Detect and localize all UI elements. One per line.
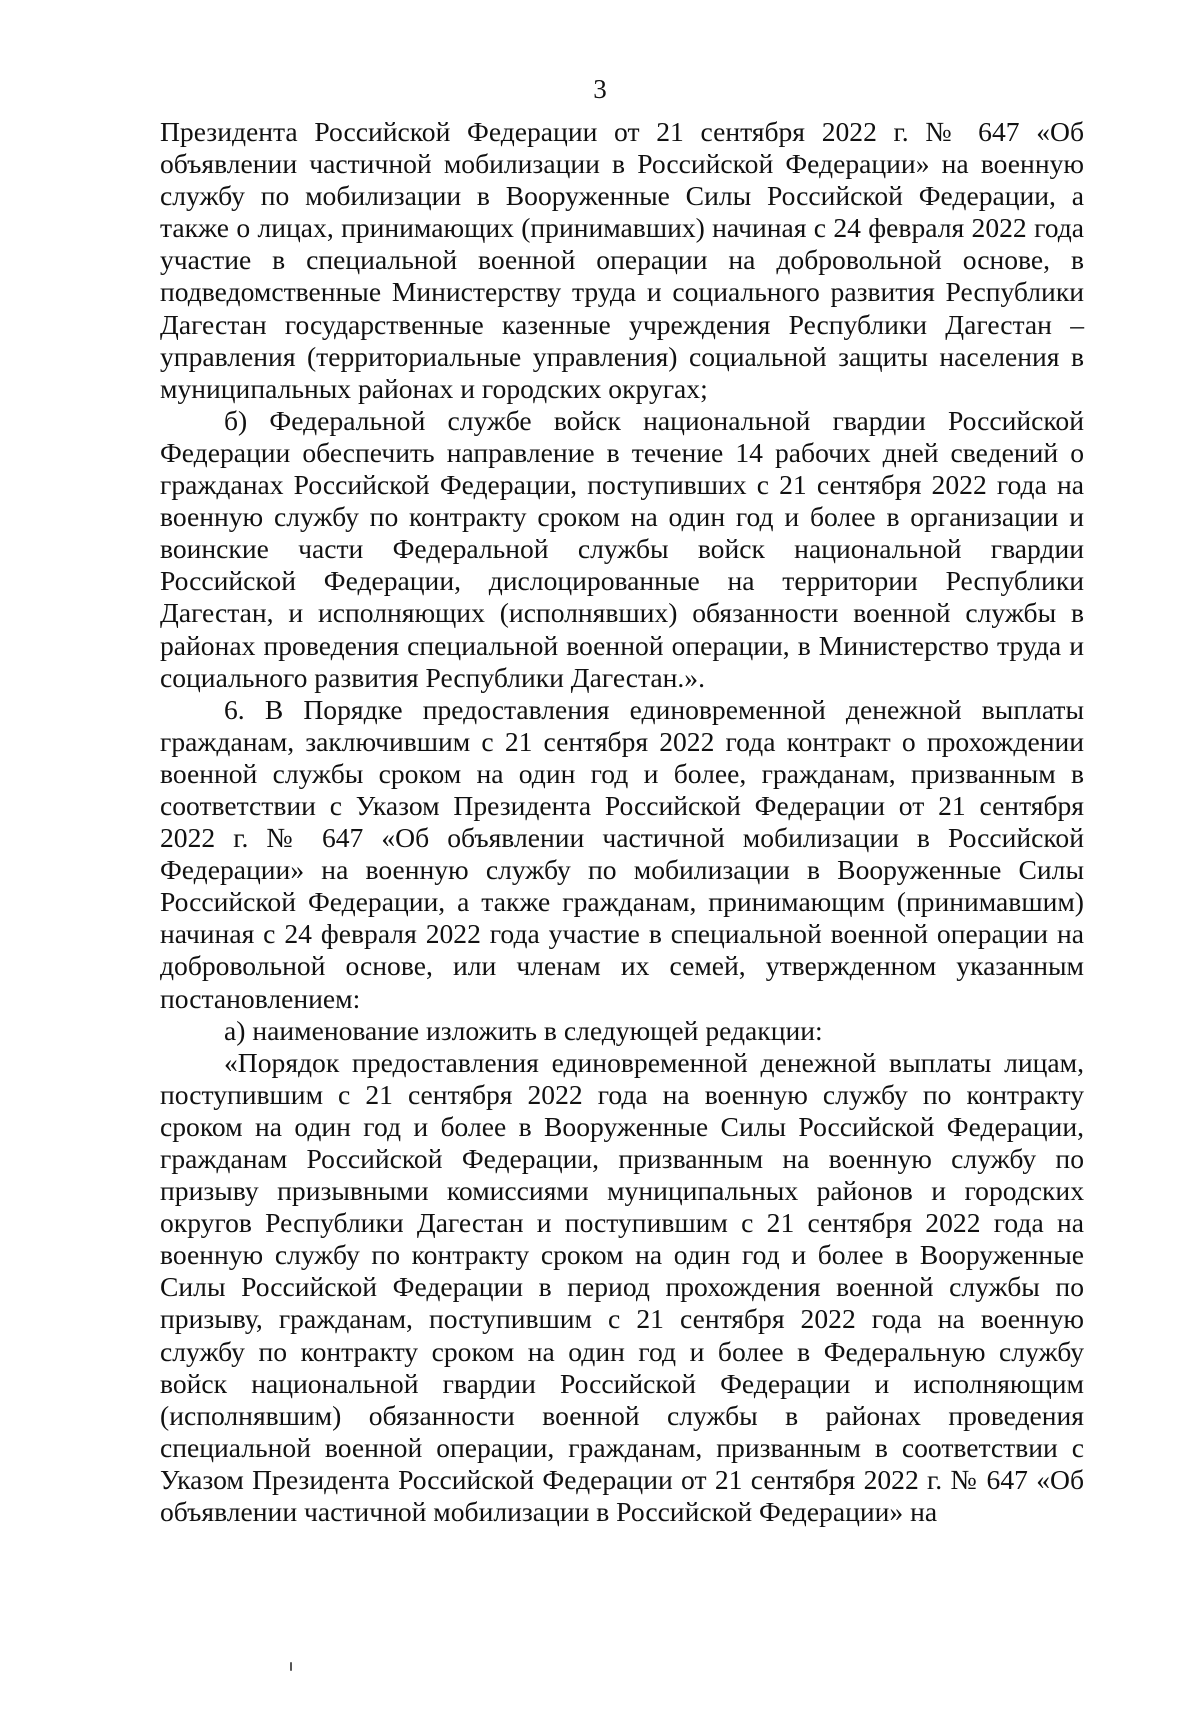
paragraph-item-6: 6. В Порядке предоставления единовременной денежной выплаты гражданам, заключившим с 21 сентября 2022 года контракт о прохождении военной службы сроком на один год и более, гражданам, призванным в соответствии с Указом Президента Российской Федерации от 21 сентября 2022 г. № 647 «Об объявлении частичной мобилизации в Российской Федерации» на военную службу по мобилизации в Вооруженные Силы Российской Федерации, а также гражданам, принимающим (принимавшим) начиная с 24 февраля 2022 года участие в специальной военной операции на добровольной основе, или членам их семей, утвержденном указанным постановлением: <box>160 693 1084 1014</box>
paragraph-item-b: б) Федеральной службе войск национальной гвардии Российской Федерации обеспечить направление в течение 14 рабочих дней сведений о гражданах Российской Федерации, поступивших с 21 сентября 2022 года на военную службу по контракту сроком на один год и более в организации и воинские части Федеральной службы войск национальной гвардии Российской Федерации, дислоцированные на территории Республики Дагестан, и исполняющих (исполнявших) обязанности военной службы в районах проведения специальной военной операции, в Министерство труда и социального развития Республики Дагестан.». <box>160 404 1084 693</box>
document-body <box>160 116 1084 1528</box>
paragraph-item-a: а) наименование изложить в следующей редакции: <box>224 1014 823 1046</box>
page-number: 3 <box>593 74 607 104</box>
paragraph-continuation: Президента Российской Федерации от 21 сентября 2022 г. № 647 «Об объявлении частичной мобилизации в Российской Федерации» на военную службу по мобилизации в Вооруженные Силы Российской Федерации, а также о лицах, принимающих (принимавших) начиная с 24 февраля 2022 года участие в специальной военной операции на добровольной основе, в подведомственные Министерству труда и социального развития Республики Дагестан государственные казенные учреждения Республики Дагестан – управления (территориальные управления) социальной защиты населения в муниципальных районах и городских округах; <box>160 116 1084 404</box>
paragraph-quoted-title: «Порядок предоставления единовременной денежной выплаты лицам, поступившим с 21 сентября 2022 года на военную службу по контракту сроком на один год и более в Вооруженные Силы Российской Федерации, гражданам Российской Федерации, призванным на военную службу по призыву призывными комиссиями муниципальных районов и городских округов Республики Дагестан и поступившим с 21 сентября 2022 года на военную службу по контракту сроком на один год и более в Вооруженные Силы Российской Федерации в период прохождения военной службы по призыву, гражданам, поступившим с 21 сентября 2022 года на военную службу по контракту сроком на один год и более в Федеральную службу войск национальной гвардии Российской Федерации и исполняющим (исполнявшим) обязанности военной службы в районах проведения специальной военной операции, гражданам, призванным в соответствии с Указом Президента Российской Федерации от 21 сентября 2022 г. № 647 «Об объявлении частичной мобилизации в Российской Федерации» на <box>160 1046 1084 1528</box>
scan-artifact <box>290 1662 292 1671</box>
